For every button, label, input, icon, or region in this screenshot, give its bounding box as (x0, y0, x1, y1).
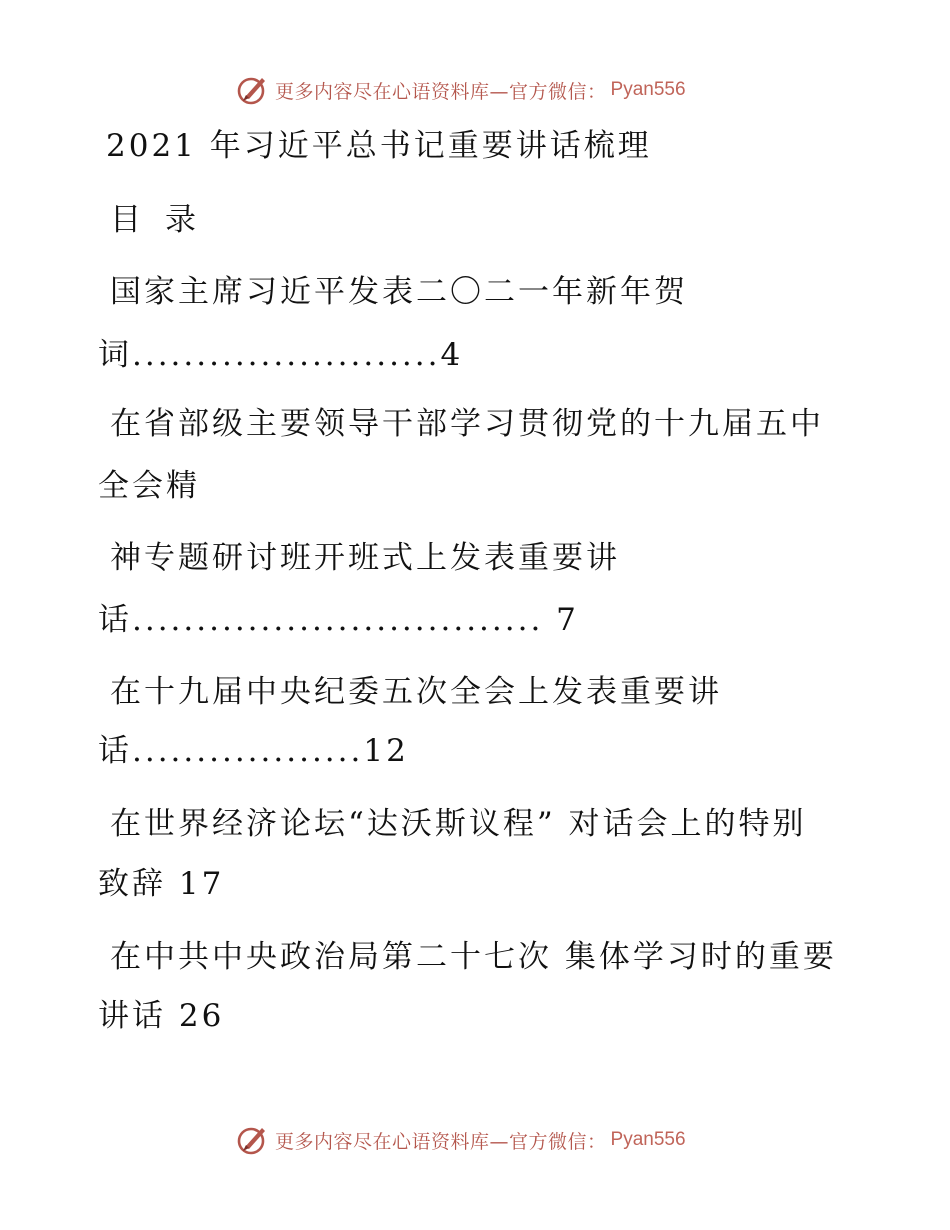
toc-heading: 目录 (110, 202, 220, 238)
footer-wechat-id: Pyan556 (610, 1129, 686, 1150)
header-banner (235, 73, 686, 107)
document-title: 2021 年习近平总书记重要讲话梳理 (106, 128, 652, 164)
toc-entry-6-line-1: 在中共中央政治局第二十七次 集体学习时的重要 (110, 939, 837, 975)
footer-banner (235, 1123, 686, 1157)
footer-banner-text: 更多内容尽在心语资料库—官方微信： (275, 1130, 607, 1153)
toc-entry-4-line-1: 在十九届中央纪委五次全会上发表重要讲 (110, 674, 722, 710)
toc-entry-2-line-2: 全会精 (98, 468, 200, 504)
toc-entry-5-line-2: 致辞 17 (98, 866, 225, 902)
quill-pen-logo-icon (235, 73, 269, 107)
toc-entry-3-line-2: 话................................ 7 (98, 602, 579, 638)
toc-entry-1-line-2: 词........................4 (98, 337, 464, 373)
toc-entry-2-line-1: 在省部级主要领导干部学习贯彻党的十九届五中 (110, 406, 824, 442)
toc-entry-1-line-1: 国家主席习近平发表二〇二一年新年贺 (110, 274, 688, 310)
toc-entry-5-line-1: 在世界经济论坛“达沃斯议程” 对话会上的特别 (110, 806, 807, 842)
toc-entry-3-line-1: 神专题研讨班开班式上发表重要讲 (110, 540, 620, 576)
header-wechat-id: Pyan556 (610, 79, 686, 100)
header-banner-text: 更多内容尽在心语资料库—官方微信： (275, 80, 607, 103)
toc-entry-6-line-2: 讲话 26 (98, 998, 225, 1034)
quill-pen-logo-icon (235, 1123, 269, 1157)
toc-entry-4-line-2: 话..................12 (98, 733, 409, 769)
